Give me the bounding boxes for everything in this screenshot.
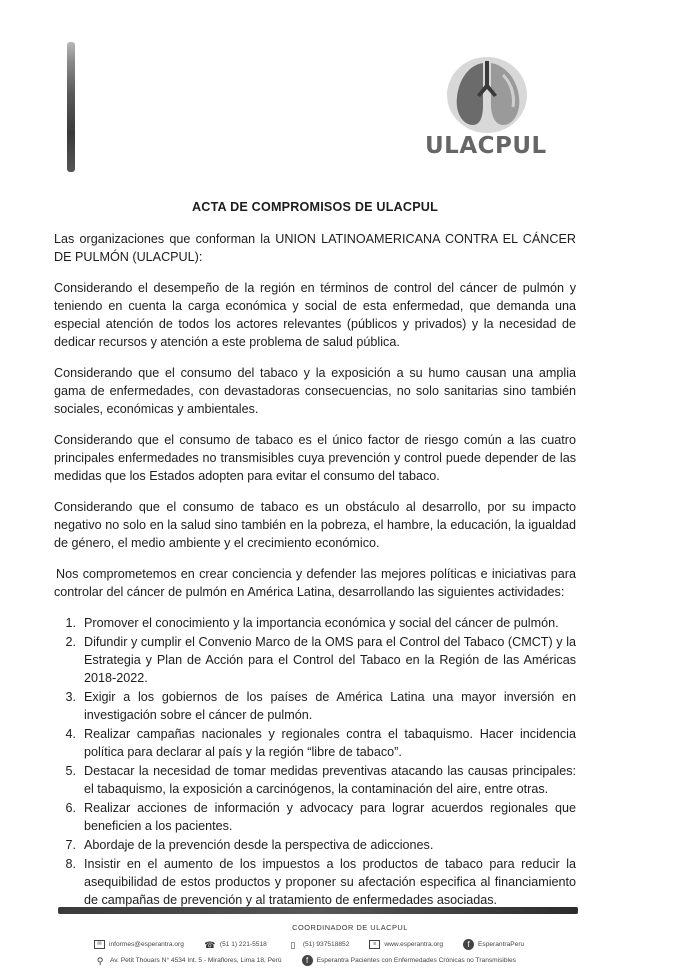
consideration-paragraph: Considerando que el consumo de tabaco es el único factor de riesgo común a las cuatro principales enfermedades no transmisibles cuya prevención y control puede depender de las medidas que los Estados adopten para evitar el consumo del tabaco.: [54, 433, 576, 483]
list-item: [54, 799, 576, 835]
mobile-icon: ▯: [290, 939, 296, 950]
location-pin-icon: ⚲: [96, 955, 104, 966]
list-number: 6.: [65, 801, 76, 815]
decorative-vertical-bar: [67, 42, 75, 172]
consideration-paragraph: Considerando que el consumo del tabaco y la exposición a su humo causan una amplia gama de enfermedades, con devastadoras consecuencias, no solo sanitarias sino también sociales, económicas y ambientales.: [54, 366, 576, 416]
ulacpul-logo: [425, 55, 545, 165]
footer-address-row: [94, 955, 614, 966]
footer-phone: [204, 940, 267, 950]
list-text: Difundir y cumplir el Convenio Marco de la OMS para el Control del Tabaco (CMCT) y la Estrategia y Plan de Acción para el Control del Tabaco en la Región de las Américas 2018-2022.: [84, 635, 576, 685]
list-number: 7.: [65, 838, 76, 852]
phone-icon: ☎: [204, 939, 216, 950]
list-item: [54, 836, 576, 854]
envelope-icon: ✉: [94, 940, 105, 949]
list-number: 3.: [65, 690, 76, 704]
phone-text: (51 1) 221-5518: [219, 941, 267, 948]
commitment-paragraph: Nos comprometemos en crear conciencia y defender las mejores políticas e iniciativas para controlar del cáncer de pulmón en América Latina, desarrollando las siguientes actividades:: [54, 567, 576, 599]
logo-text: ULACPUL: [425, 133, 547, 159]
list-item: [54, 855, 576, 909]
list-number: 1.: [65, 616, 76, 630]
footer-address: [94, 956, 282, 966]
list-text: Destacar la necesidad de tomar medidas preventivas atacando las causas principales: el tabaquismo, la exposición a carcinógenos, la contaminación del aire, entre otras.: [84, 764, 576, 796]
social-text: EsperantraPeru: [478, 941, 525, 948]
list-item: [54, 762, 576, 798]
list-text: Abordaje de la prevención desde la perspectiva de adicciones.: [84, 838, 434, 852]
list-text: Exigir a los gobiernos de los países de América Latina una mayor inversión en investigación sobre el cáncer de pulmón.: [84, 690, 576, 722]
footer-contact-row: [94, 939, 614, 950]
activities-list: [54, 614, 576, 909]
footer-facebook[interactable]: [302, 955, 516, 966]
list-text: Realizar acciones de información y advocacy para lograr acuerdos regionales que beneficien a los pacientes.: [84, 801, 576, 833]
footer-social[interactable]: [463, 939, 524, 950]
consideration-paragraph: Considerando el desempeño de la región en términos de control del cáncer de pulmón y teniendo en cuenta la carga económica y social de esta enfermedad, que demanda una especial atención de todos los actores relevantes (públicos y privados) y la necesidad de dedicar recursos y atención a este problema de salud pública.: [54, 281, 576, 349]
web-icon: ≡: [369, 940, 380, 949]
lungs-logo-icon: [443, 55, 531, 135]
mobile-text: (51) 937518852: [302, 941, 350, 948]
list-item: [54, 725, 576, 761]
address-text: Av. Petit Thouars N° 4534 Int. 5 - Miraflores, Lima 18, Perú: [110, 957, 282, 964]
footer-divider-bar: [58, 907, 578, 914]
list-number: 4.: [65, 727, 76, 741]
consideration-paragraph: Considerando que el consumo de tabaco es un obstáculo al desarrollo, por su impacto negativo no solo en la salud sino también en la pobreza, el hambre, la educación, la igualdad de género, el medio ambiente y el crecimiento económico.: [54, 500, 576, 550]
list-number: 2.: [65, 635, 76, 649]
website-text: www.esperantra.org: [384, 941, 444, 948]
footer-mobile: [287, 940, 350, 950]
document-title: ACTA DE COMPROMISOS DE ULACPUL: [192, 200, 438, 214]
list-item: [54, 614, 576, 632]
facebook-text: Esperantra Pacientes con Enfermedades Crónicas no Transmisibles: [316, 957, 516, 964]
list-number: 5.: [65, 764, 76, 778]
email-text: informes@esperantra.org: [109, 941, 184, 948]
list-text: Insistir en el aumento de los impuestos a los productos de tabaco para reducir la asequibilidad de estos productos y proponer su afectación especifica al financiamiento de campañas de prevención y al tratamiento de enfermedades asociadas.: [84, 857, 576, 907]
list-item: [54, 633, 576, 687]
facebook-icon: f: [302, 955, 313, 966]
intro-paragraph: Las organizaciones que conforman la UNION LATINOAMERICANA CONTRA EL CÁNCER DE PULMÓN (ULACPUL):: [54, 232, 576, 264]
footer-email[interactable]: [94, 940, 184, 949]
footer-website[interactable]: [369, 940, 443, 949]
social-icon: f: [463, 939, 474, 950]
list-number: 8.: [65, 857, 76, 871]
list-item: [54, 688, 576, 724]
list-text: Realizar campañas nacionales y regionales contra el tabaquismo. Hacer incidencia política para declarar al país y la región “libre de tabaco”.: [84, 727, 576, 759]
document-body: [54, 190, 576, 910]
footer-coordinator: COORDINADOR DE ULACPUL: [292, 923, 408, 932]
list-text: Promover el conocimiento y la importancia económica y social del cáncer de pulmón.: [84, 616, 559, 630]
